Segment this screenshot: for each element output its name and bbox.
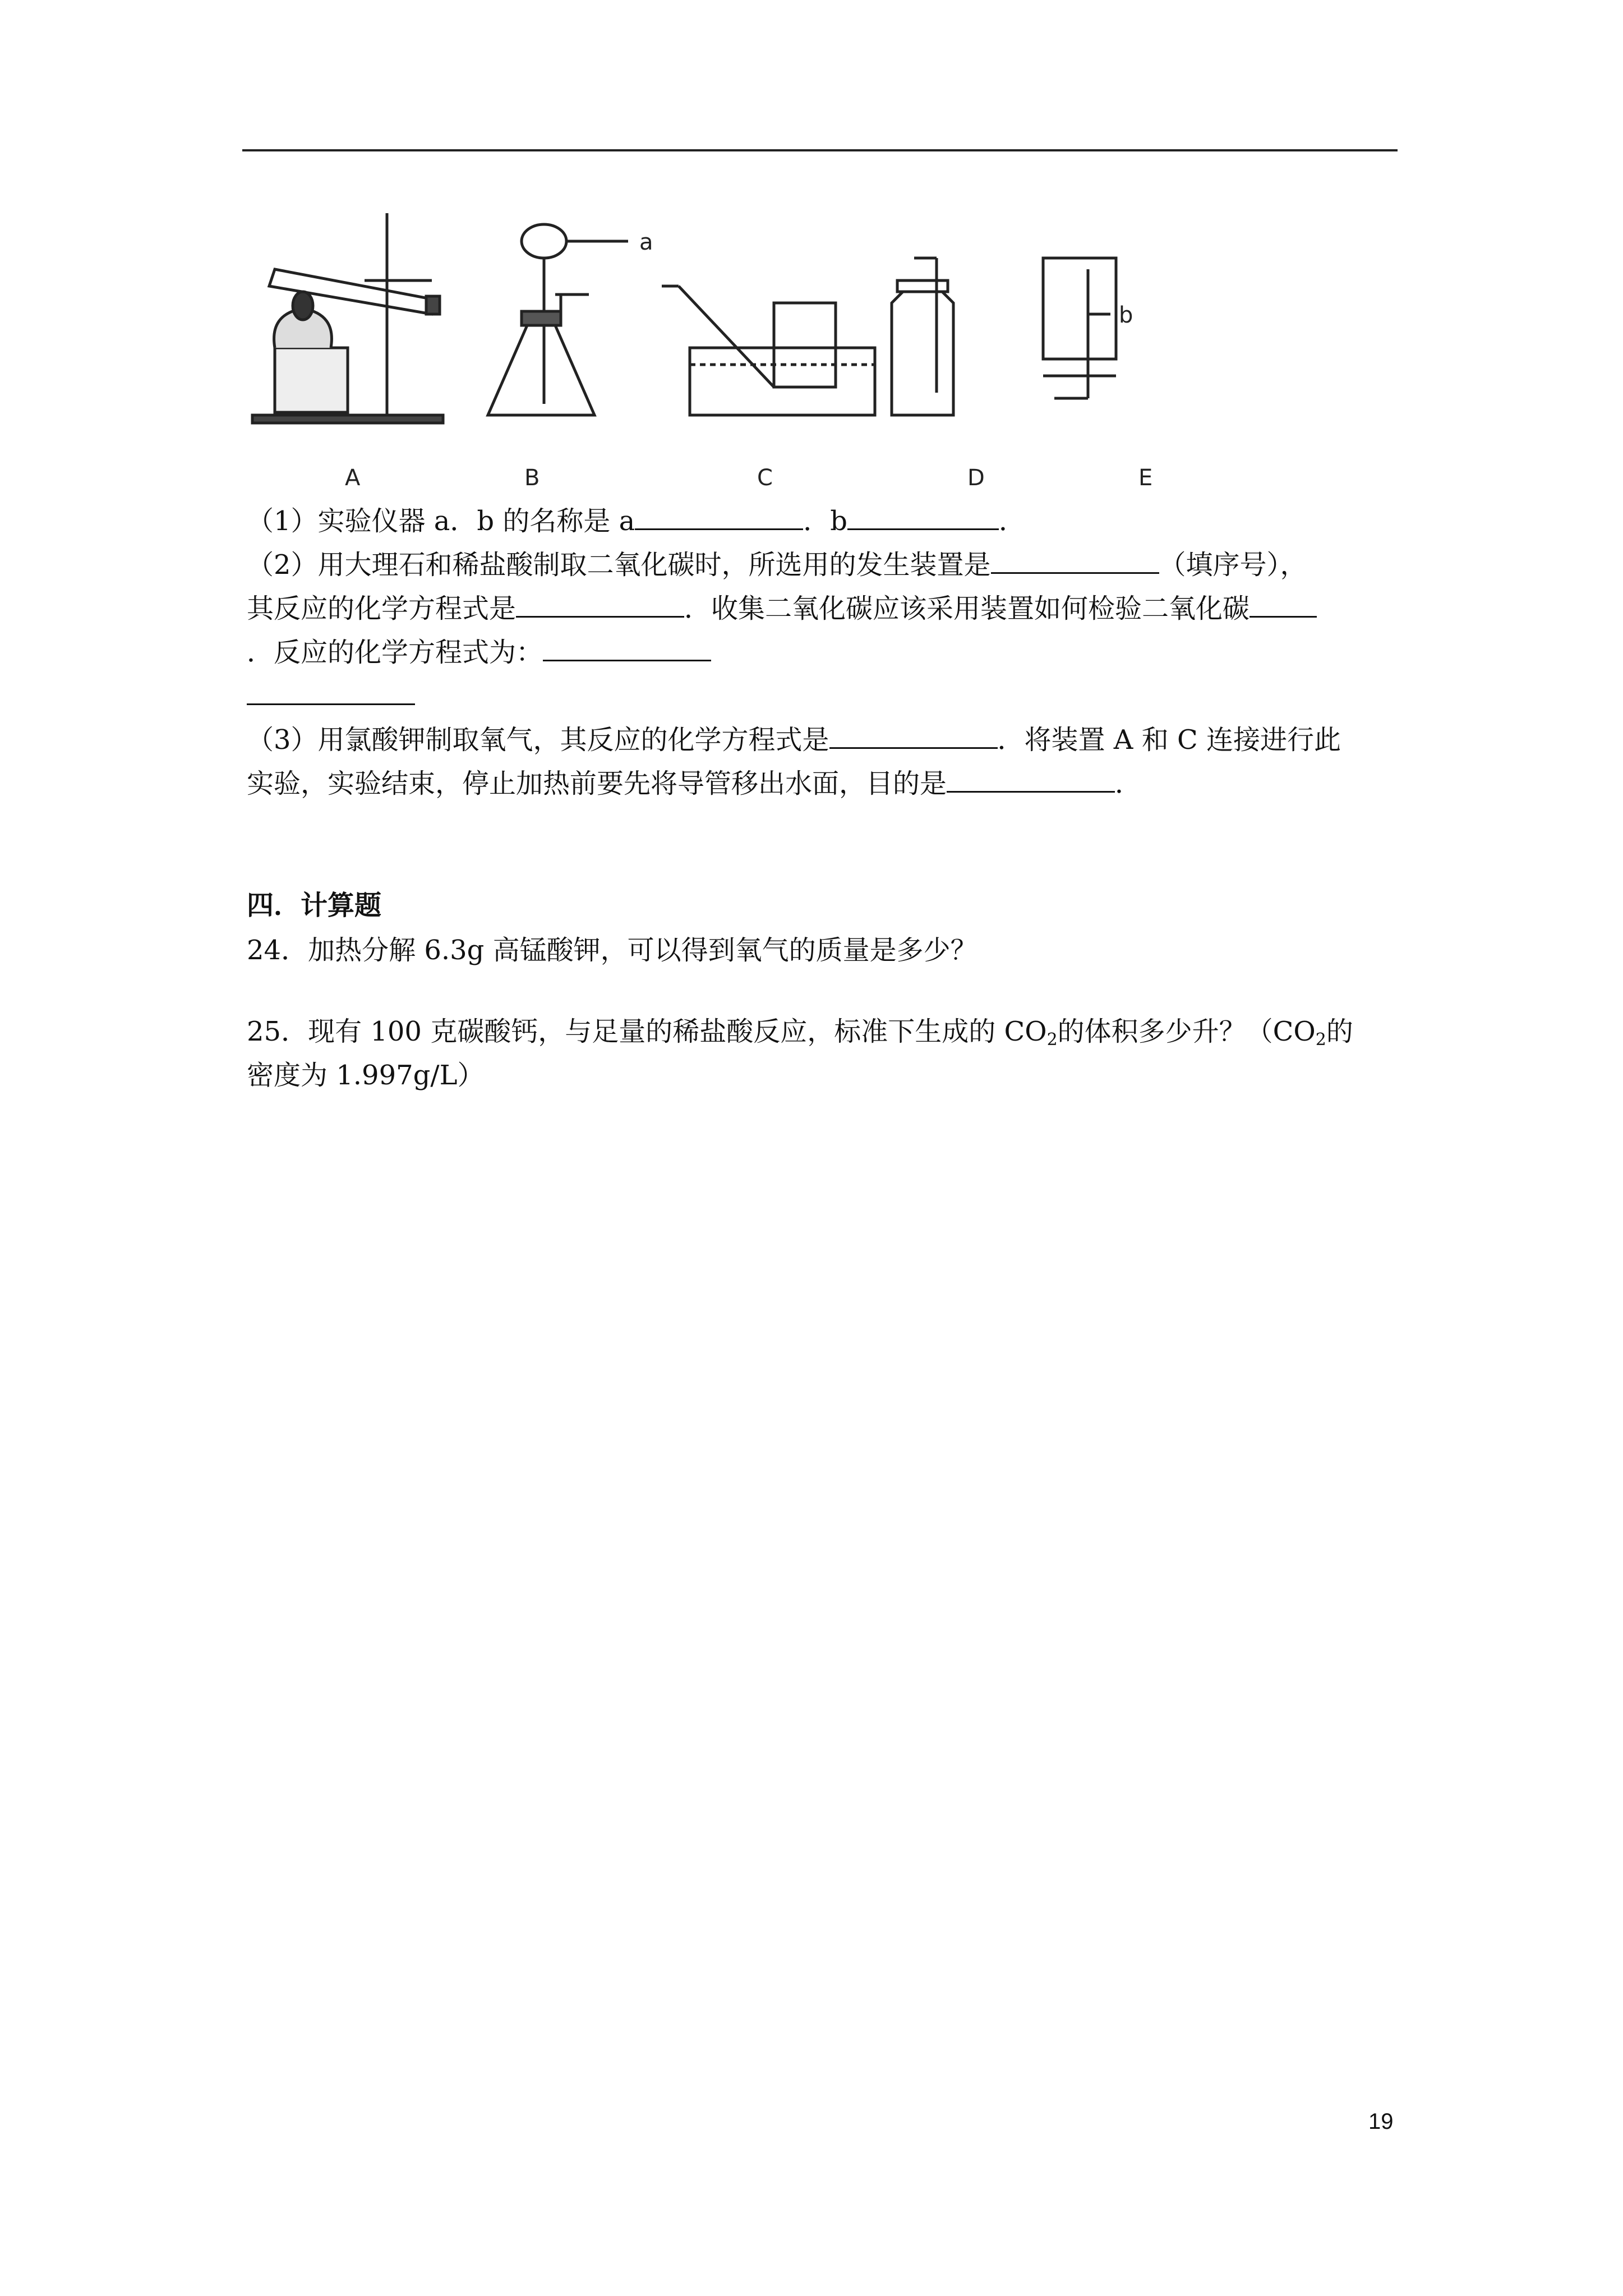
q23-part3-line1: （3）用氯酸钾制取氧气，其反应的化学方程式是 ．将装置 A 和 C 连接进行此 <box>247 724 1341 756</box>
figure-label-d: D <box>967 465 985 491</box>
answer-blank-purpose[interactable] <box>947 769 1115 793</box>
apparatus-e <box>1043 258 1116 398</box>
q23-part2-line2: 其反应的化学方程式是 ．收集二氧化碳应该采用装置如何检验二氧化碳 <box>247 587 1402 631</box>
apparatus-diagram <box>247 202 1312 494</box>
answer-blank-generator[interactable] <box>991 550 1159 574</box>
apparatus-b <box>488 224 606 415</box>
page-number: 19 <box>1368 2109 1394 2134</box>
apparatus-d <box>892 258 953 415</box>
answer-blank-a[interactable] <box>635 506 803 530</box>
figure-label-e: E <box>1138 465 1153 491</box>
label-b: b <box>1119 302 1133 328</box>
q23-part2-line3: ．反应的化学方程式为： <box>247 631 1402 674</box>
question-25-line2: 密度为 1.997g/L） <box>247 1060 485 1091</box>
question-25-line1: 25．现有 100 克碳酸钙，与足量的稀盐酸反应，标准下生成的 $CO_2$的体积多少升？（$CO_2$的 <box>247 1016 1353 1050</box>
figure-label-c: C <box>757 465 773 491</box>
apparatus-c <box>662 286 875 415</box>
answer-blank-test-equation[interactable] <box>543 637 711 661</box>
q23-part2-line1: （2）用大理石和稀盐酸制取二氧化碳时，所选用的发生装置是 （填序号）， <box>247 549 1307 581</box>
figure-label-a: A <box>345 465 361 491</box>
q23-part1: （1）实验仪器 a．b 的名称是 a ．b ． <box>247 505 1026 537</box>
answer-blank-b[interactable] <box>847 506 999 530</box>
answer-blank-equation[interactable] <box>516 593 684 618</box>
q23-part2-line4 <box>247 674 1402 718</box>
section-title: 四．计算题 <box>247 890 382 921</box>
figure-label-b: B <box>524 465 540 491</box>
answer-blank-kclo3[interactable] <box>829 725 998 749</box>
question-24: 24．加热分解 6.3g 高锰酸钾，可以得到氧气的质量是多少？ <box>247 935 978 966</box>
apparatus-figure <box>247 202 1312 494</box>
label-a: a <box>639 229 653 255</box>
header-rule <box>242 149 1398 151</box>
answer-blank-test[interactable] <box>1249 593 1317 618</box>
answer-blank-continued[interactable] <box>247 681 415 705</box>
apparatus-a <box>252 213 443 423</box>
q23-part3-line2: 实验，实验结束，停止加热前要先将导管移出水面，目的是 ． <box>247 768 1142 799</box>
